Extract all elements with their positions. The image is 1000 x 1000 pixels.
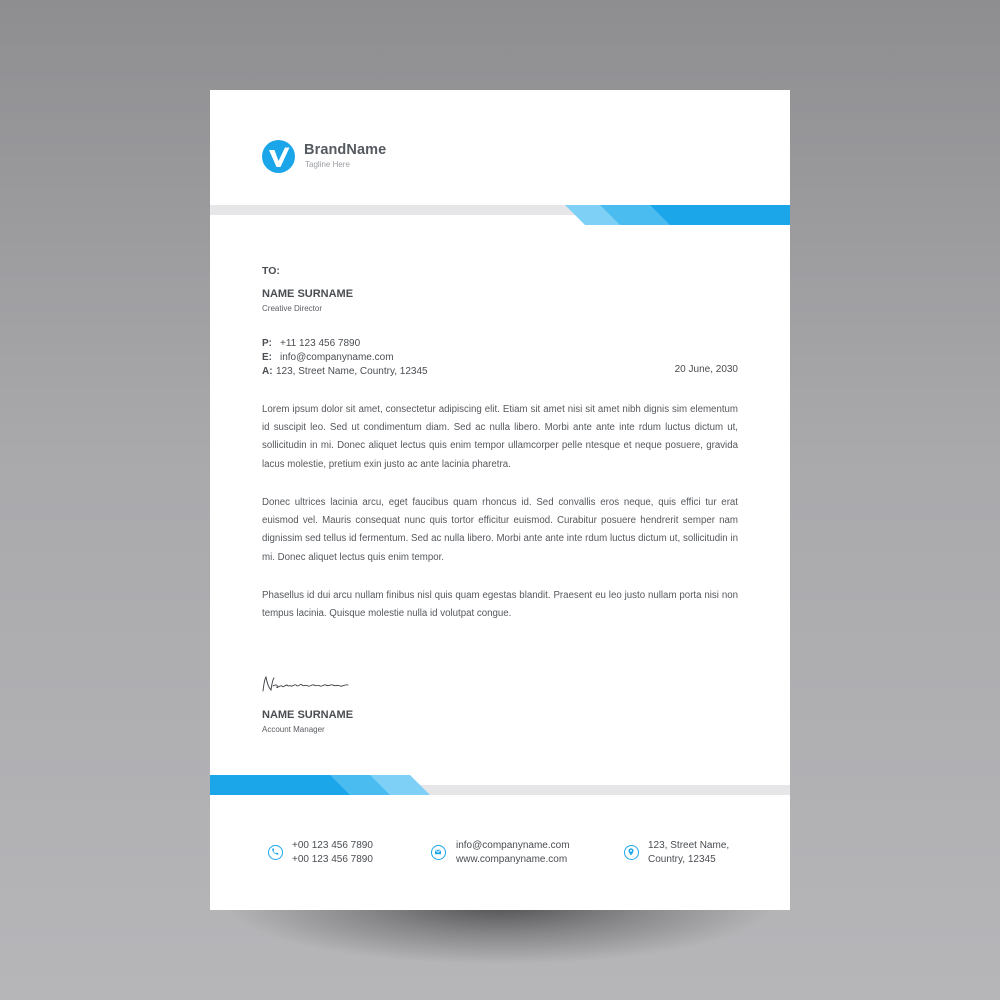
recipient-title: Creative Director [262,304,323,313]
sender-title: Account Manager [262,725,325,734]
recipient-address-line [262,366,428,377]
footer-address-2: Country, 12345 [648,854,716,865]
recipient-address: 123, Street Name, Country, 12345 [276,366,428,377]
address-label: A: [262,366,273,377]
header-accent-stripes [565,205,790,225]
phone-icon [268,845,283,860]
body-paragraph-3: Phasellus id dui arcu nullam finibus nisl quis quam egestas blandit. Praesent eu leo justo nullam porta nisi non tempus lacinia. Quisque molestie nulla id volutpat congue. [262,590,738,620]
footer-phone-2: +00 123 456 7890 [292,854,373,865]
brand-name: BrandName [304,142,387,158]
footer-address-block [648,839,729,867]
handwritten-signature [260,673,360,695]
brand-logo-icon [262,140,295,173]
footer-phone-1: +00 123 456 7890 [292,840,373,851]
location-pin-icon [624,845,639,860]
recipient-phone: +11 123 456 7890 [280,338,361,349]
page-shadow [225,905,775,965]
body-paragraph-1: Lorem ipsum dolor sit amet, consectetur adipiscing elit. Etiam sit amet nisi sit amet nibh dignis sim elementum id suscipit leo. Sed ut condimentum diam. Sed ac nulla libero. Morbi ante ante inte rdum luctus dictum ut, sollicitudin in mi. Donec aliquet lectus quis enim tempor ullamcorper pelle ntesque et neque posuere, gravida lacus molestie, pretium exin justo ac ante lacinia pharetra. [262,404,738,470]
phone-label: P: [262,338,272,349]
brand-tagline: Tagline Here [305,160,350,169]
footer-email: info@companyname.com [456,840,570,851]
footer-website: www.companyname.com [456,854,568,865]
footer-web-block [456,839,570,867]
letter-date: 20 June, 2030 [674,364,738,375]
body-paragraph-2: Donec ultrices lacinia arcu, eget faucibus quam rhoncus id. Sed convallis eros neque, quis effici tur erat euismod vel. Mauris consequat nunc quis tortor efficitur euismod. Curabitur posuere hendrerit semper nam dignissim sed tellus id fermentum. Sed ac nulla libero. Morbi ante ante inte rdum luctus dictum ut, sollicitudin in mi. Donec aliquet lectus quis enim tempor. [262,497,738,563]
recipient-name: NAME SURNAME [262,288,354,300]
sender-name: NAME SURNAME [262,709,354,721]
to-label: TO: [262,265,280,277]
recipient-email-line [262,352,394,363]
mail-icon [431,845,446,860]
email-label: E: [262,352,272,363]
letterhead-page [210,90,790,910]
recipient-phone-line [262,338,360,349]
footer-phone-block [292,839,373,867]
footer-accent-stripes [210,775,435,795]
footer-address-1: 123, Street Name, [648,840,730,851]
recipient-email: info@companyname.com [280,352,394,363]
